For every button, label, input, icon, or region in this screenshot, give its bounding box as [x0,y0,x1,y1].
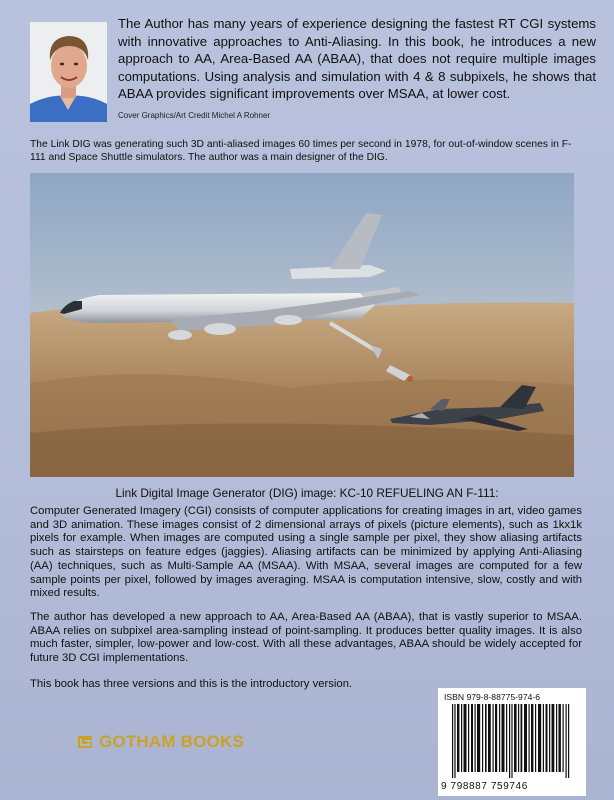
author-bio: The Author has many years of experience designing the fastest RT CGI systems with innovative approaches to Anti-Aliasing. In this book, he introduces a new approach to AA, Area-Based AA (ABAA), that does not require multiple images computations. Using analysis and simulation with 4 & 8 subpixels, he shows that ABAA provides significant improvements over MSAA, at lower cost. [118,16,596,102]
isbn-barcode [438,688,586,796]
barcode-bars-icon [452,704,572,778]
barcode-number: 9 798887 759746 [441,781,528,792]
gotham-logo-icon [76,733,94,751]
dig-description: The Link DIG was generating such 3D anti-aliased images 60 times per second in 1978, for out-of-window scenes in F-111 and Space Shuttle simulators. The author was a main designer of the DIG. [30,139,572,163]
paragraph-versions: This book has three versions and this is the introductory version. [30,678,353,690]
publisher-logo [76,732,244,752]
paragraph-cgi: Computer Generated Imagery (CGI) consists of computer applications for creating images in art, video games and 3D animation. These images consist of 2 dimensional arrays of pixels (picture elements), such as 1kx1k pixels for example. When images are computed using a single sample per pixel, they show aliasing artifacts such as stairsteps on feature edges (jaggies). Aliasing artifacts can be minimized by applying Anti-Aliasing (AA) techniques, such as Multi-Sample AA (MSAA). With MSAA, several images are computed for a few sample points per pixel, followed by images averaging. MSAA is computation intensive, slow, costly and with mixed results. [30,505,582,600]
isbn-text: ISBN 979-8-88775-974-6 [444,692,541,702]
author-photo [30,22,107,122]
image-caption: Link Digital Image Generator (DIG) image: KC-10 REFUELING AN F-111: [115,486,499,500]
dig-scene-image [30,173,574,477]
art-credit: Cover Graphics/Art Credit Michel A Rohner [118,111,271,120]
publisher-name: GOTHAM BOOKS [99,732,245,751]
paragraph-abaa: The author has developed a new approach to AA, Area-Based AA (ABAA), that is vastly superior to MSAA. ABAA relies on subpixel area-sampling instead of point-sampling. It produces better quality images. It is also much faster, simpler, low-power and low-cost. With all these advantages, ABAA should be widely accepted for future 3D CGI implementations. [30,611,582,665]
